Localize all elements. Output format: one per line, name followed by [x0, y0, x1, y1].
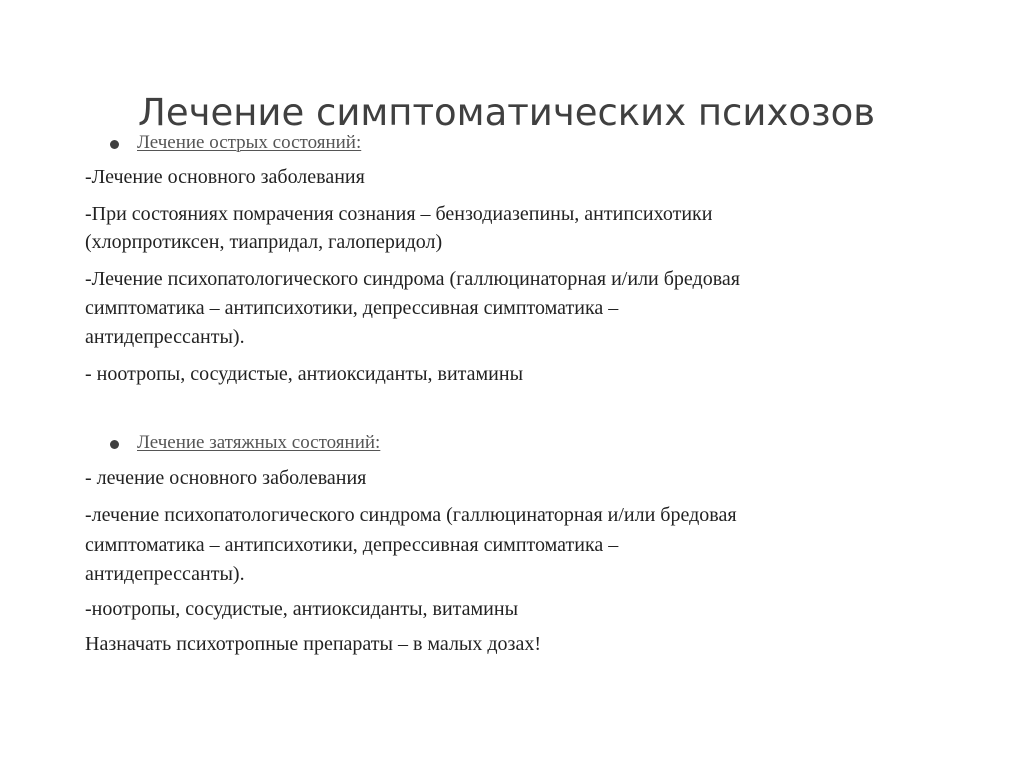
text-line: антидепрессанты). — [85, 563, 245, 585]
bullet-dot-icon — [110, 140, 119, 149]
text-line: -лечение психопатологического синдрома (галлюцинаторная и/или бредовая — [85, 504, 737, 526]
text-line: - лечение основного заболевания — [85, 467, 367, 489]
text-line: (хлорпротиксен, тиапридал, галоперидол) — [85, 231, 443, 253]
text-line: симптоматика – антипсихотики, депрессивная симптоматика – — [85, 297, 619, 319]
text-line: -Лечение психопатологического синдрома (галлюцинаторная и/или бредовая — [85, 268, 740, 290]
text-line: антидепрессанты). — [85, 326, 245, 348]
text-line: - ноотропы, сосудистые, антиоксиданты, витамины — [85, 363, 524, 385]
bullet-dot-icon — [110, 440, 119, 449]
slide-title: Лечение симптоматических психозов — [138, 91, 876, 134]
section-heading-text: Лечение острых состояний: — [137, 132, 362, 153]
text-line: -Лечение основного заболевания — [85, 166, 365, 188]
text-line: -При состояниях помрачения сознания – бензодиазепины, антипсихотики — [85, 203, 713, 225]
text-line: -ноотропы, сосудистые, антиоксиданты, витамины — [85, 598, 519, 620]
text-line: Назначать психотропные препараты – в малых дозах! — [85, 633, 541, 655]
text-line: симптоматика – антипсихотики, депрессивная симптоматика – — [85, 534, 619, 556]
section-heading-text: Лечение затяжных состояний: — [137, 432, 381, 453]
